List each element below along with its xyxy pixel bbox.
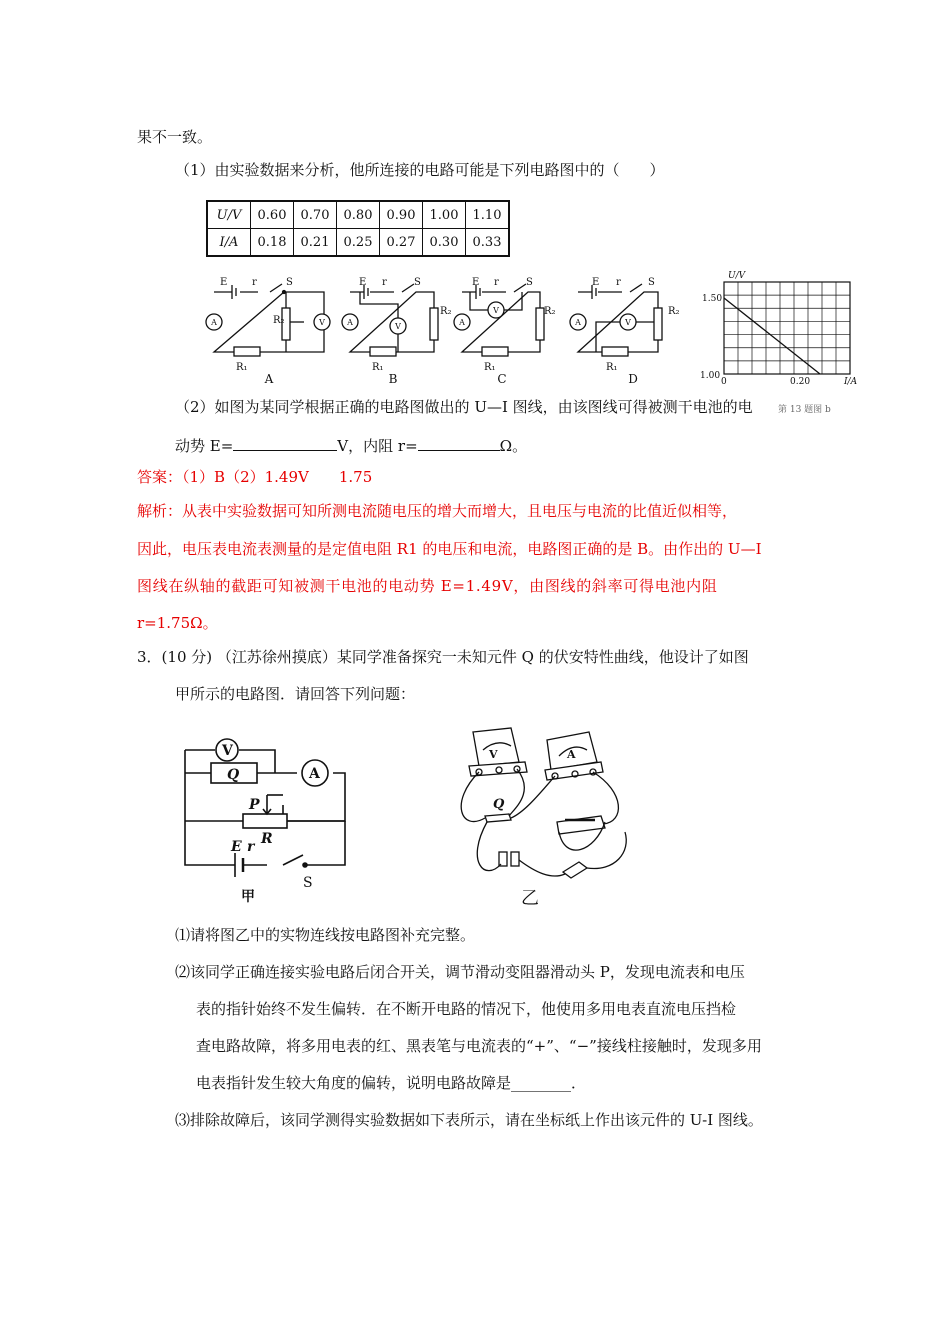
graph-ytick: 1.50 bbox=[702, 294, 723, 304]
label-r: r bbox=[252, 277, 257, 288]
emf-label: 动势 E= bbox=[175, 437, 234, 455]
label-r: r bbox=[382, 277, 387, 288]
label-r2: R₂ bbox=[440, 306, 452, 317]
i-header: I/A bbox=[207, 229, 251, 257]
switch-device bbox=[563, 862, 587, 878]
i-cell: 0.25 bbox=[337, 229, 380, 257]
graph-ylabel: U/V bbox=[728, 271, 746, 281]
u-cell: 0.70 bbox=[294, 201, 337, 229]
explanation-line: 图线在纵轴的截距可知被测干电池的电动势 E=1.49V，由图线的斜率可得电池内阻 bbox=[137, 577, 718, 595]
apparatus-yi bbox=[455, 722, 640, 912]
question-3-cont: 甲所示的电路图．请回答下列问题： bbox=[175, 685, 416, 703]
ammeter-label: A bbox=[567, 748, 576, 761]
graph-caption: 第 13 题图 b bbox=[778, 405, 831, 415]
u-cell: 0.80 bbox=[337, 201, 380, 229]
figure-yi-label: 乙 bbox=[521, 888, 539, 909]
label-r2: R₂ bbox=[668, 306, 680, 317]
i-cell: 0.21 bbox=[294, 229, 337, 257]
step-2-cont: 表的指针始终不发生偏转．在不断开电路的情况下，他使用多用电表直流电压挡检 bbox=[196, 1000, 737, 1018]
question-2-blanks bbox=[175, 434, 527, 456]
label-r2: R₂ bbox=[544, 306, 556, 317]
internal-r-label: r bbox=[247, 839, 255, 855]
step-2: ⑵该同学正确连接实验电路后闭合开关，调节滑动变阻器滑动头 P，发现电流表和电压 bbox=[175, 963, 745, 981]
circuit-c bbox=[454, 284, 544, 356]
label-e: E bbox=[220, 277, 228, 288]
circuit-b bbox=[342, 284, 438, 356]
option-label: C bbox=[497, 372, 507, 386]
circuit-d bbox=[570, 284, 662, 356]
switch-label: S bbox=[303, 875, 313, 891]
ui-graph bbox=[700, 268, 870, 418]
i-cell: 0.27 bbox=[380, 229, 423, 257]
element-q-label: Q bbox=[227, 767, 240, 783]
label-s: S bbox=[648, 277, 655, 288]
graph-xtick: 0.20 bbox=[790, 377, 811, 387]
element-q-label: Q bbox=[493, 797, 505, 812]
text-line: 果不一致。 bbox=[137, 128, 213, 146]
ammeter-label: A bbox=[309, 766, 320, 782]
resistance-blank bbox=[418, 434, 500, 451]
u-cell: 1.00 bbox=[423, 201, 466, 229]
label-e: E bbox=[472, 277, 480, 288]
ammeter-symbol: A bbox=[459, 318, 465, 327]
label-r1: R₁ bbox=[606, 362, 618, 373]
label-s: S bbox=[286, 277, 293, 288]
graph-grid bbox=[724, 282, 850, 374]
ammeter-symbol: A bbox=[347, 318, 353, 327]
circuit-options bbox=[200, 270, 700, 390]
emf-label: E bbox=[231, 839, 242, 855]
label-e: E bbox=[359, 277, 367, 288]
label-r1: R₁ bbox=[484, 362, 496, 373]
emf-blank bbox=[233, 434, 337, 451]
question-3: 3．(10 分) （江苏徐州摸底）某同学准备探究一未知元件 Q 的伏安特性曲线，他设计了如图 bbox=[137, 648, 749, 666]
voltmeter-symbol: V bbox=[395, 322, 401, 331]
label-s: S bbox=[414, 277, 421, 288]
i-cell: 0.18 bbox=[251, 229, 294, 257]
rheostat-label: R bbox=[261, 831, 273, 847]
u-cell: 1.10 bbox=[466, 201, 510, 229]
label-r: r bbox=[616, 277, 621, 288]
voltmeter-label: V bbox=[222, 743, 233, 759]
question-2: （2）如图为某同学根据正确的电路图做出的 U—I 图线，由该图线可得被测干电池的电 bbox=[175, 398, 753, 416]
ohm-unit: Ω。 bbox=[499, 437, 528, 455]
rheostat-device bbox=[557, 816, 605, 834]
voltmeter-symbol: V bbox=[319, 318, 325, 327]
data-table bbox=[206, 200, 510, 257]
voltmeter-symbol: V bbox=[625, 318, 631, 327]
u-cell: 0.90 bbox=[380, 201, 423, 229]
option-label: A bbox=[264, 372, 274, 386]
label-r1: R₁ bbox=[372, 362, 384, 373]
label-r1: R₁ bbox=[236, 362, 248, 373]
u-header: U/V bbox=[207, 201, 251, 229]
step-1: ⑴请将图乙中的实物连线按电路图补充完整。 bbox=[175, 926, 476, 944]
circuit-a bbox=[206, 284, 330, 356]
step-2-cont: 查电路故障，将多用电表的红、黑表笔与电流表的“+”、“−”接线柱接触时，发现多用 bbox=[196, 1037, 762, 1055]
voltmeter-device bbox=[469, 728, 527, 776]
ui-line bbox=[724, 298, 820, 374]
label-r: r bbox=[494, 277, 499, 288]
u-cell: 0.60 bbox=[251, 201, 294, 229]
answer: 答案：（1）B（2）1.49V 1.75 bbox=[137, 468, 373, 486]
ammeter-symbol: A bbox=[211, 318, 217, 327]
i-cell: 0.33 bbox=[466, 229, 510, 257]
voltmeter-label: V bbox=[489, 748, 498, 761]
circuit-jia bbox=[175, 725, 365, 915]
figure-jia-label: 甲 bbox=[241, 889, 255, 905]
label-e: E bbox=[592, 277, 600, 288]
ammeter-symbol: A bbox=[575, 318, 581, 327]
option-label: B bbox=[388, 372, 398, 386]
explanation-line: 因此，电压表电流表测量的是定值电阻 R1 的电压和电流，电路图正确的是 B。由作出的 U—I bbox=[137, 540, 762, 558]
step-3: ⑶排除故障后，该同学测得实验数据如下表所示，请在坐标纸上作出该元件的 U-I 图线。 bbox=[175, 1111, 763, 1129]
graph-ytick: 1.00 bbox=[700, 371, 721, 381]
label-r2: R₂ bbox=[273, 315, 285, 326]
graph-xorigin: 0 bbox=[721, 377, 727, 387]
slider-p-label: P bbox=[249, 797, 260, 813]
question-1: （1）由实验数据来分析，他所连接的电路可能是下列电路图中的（ ） bbox=[175, 161, 665, 179]
i-cell: 0.30 bbox=[423, 229, 466, 257]
resistance-label: V，内阻 r= bbox=[337, 437, 418, 455]
voltmeter-symbol: V bbox=[493, 306, 499, 315]
explanation-line: r=1.75Ω。 bbox=[137, 614, 218, 632]
element-q bbox=[485, 814, 511, 822]
label-s: S bbox=[526, 277, 533, 288]
option-label: D bbox=[628, 372, 638, 386]
graph-xlabel: I/A bbox=[844, 377, 858, 387]
explanation-line: 解析：从表中实验数据可知所测电流随电压的增大而增大，且电压与电流的比值近似相等， bbox=[137, 502, 738, 520]
step-2-cont: 电表指针发生较大角度的偏转，说明电路故障是________． bbox=[196, 1074, 587, 1092]
